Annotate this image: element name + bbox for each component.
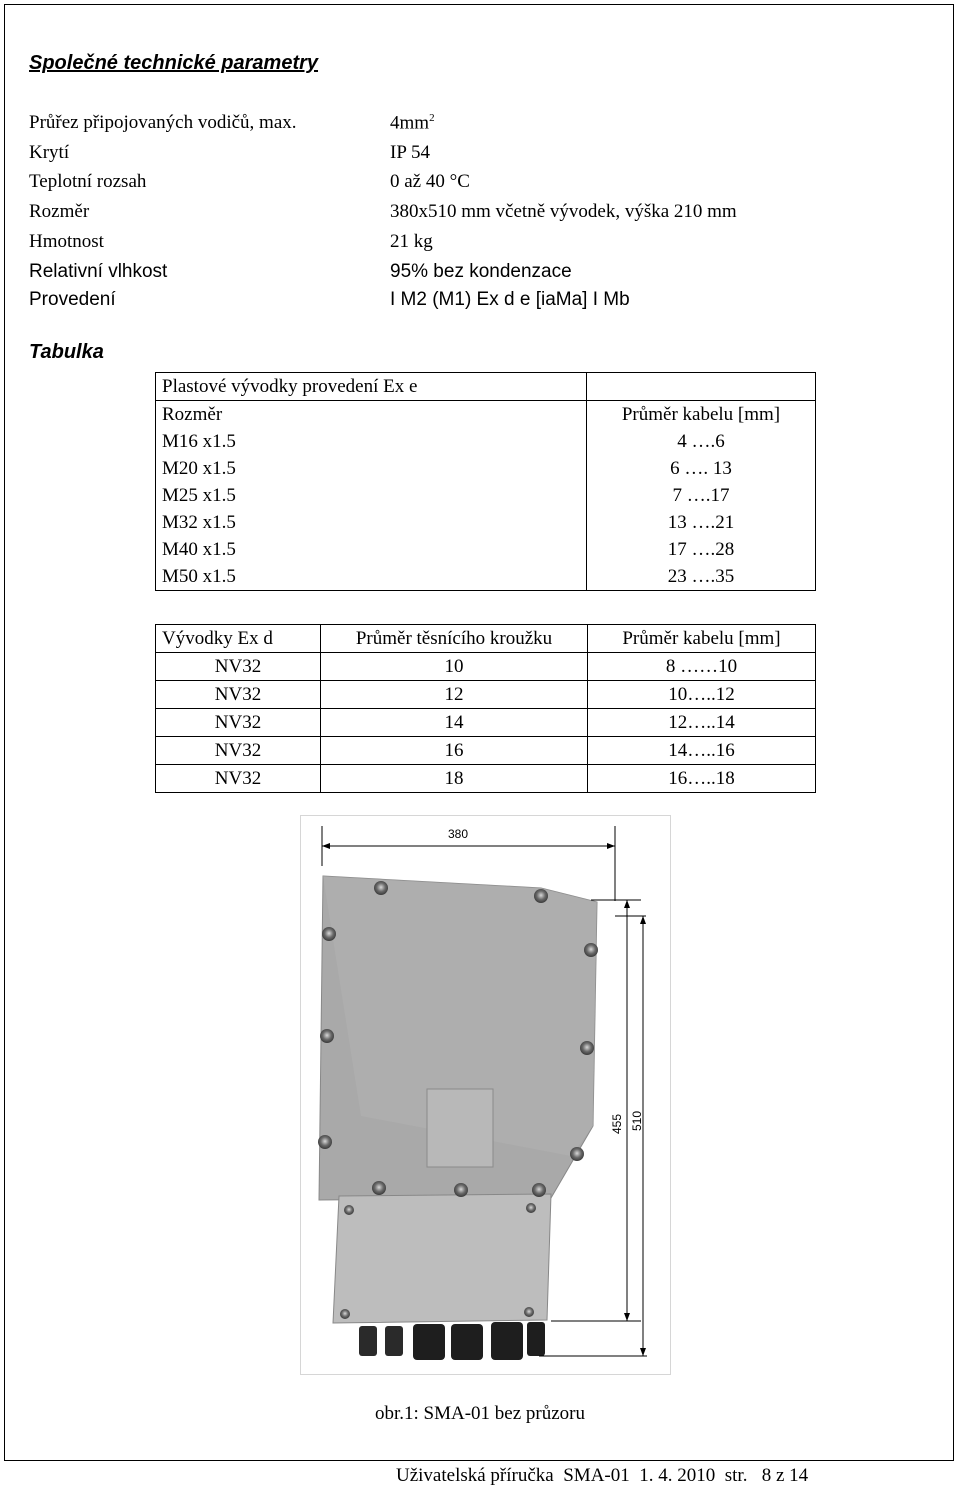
figure-caption: obr.1: SMA-01 bez průzoru: [374, 1403, 586, 1424]
column-header: Průměr těsnícího kroužku: [321, 625, 588, 653]
table-row: [156, 737, 816, 765]
height-dimension-510: 510: [630, 1110, 644, 1132]
inspection-plate: [427, 1089, 493, 1167]
param-value-cross-section: $4mm^2$: [390, 112, 435, 134]
table-row: [156, 509, 816, 536]
page-footer: Uživatelská příručka SMA-01 1. 4. 2010 str. 8 z 14: [396, 1465, 809, 1486]
width-dimension-label: 380: [447, 827, 469, 841]
table-cell: 18: [321, 765, 588, 793]
table-cell: M16 x1.5: [156, 428, 587, 455]
table-cell: 13 ….21: [667, 512, 735, 533]
param-label-design: Provedení: [29, 289, 116, 310]
table-cell: 10…..12: [588, 681, 816, 709]
cable-glands: [359, 1322, 545, 1360]
table-cell: NV32: [156, 653, 321, 681]
table-heading: Tabulka: [29, 341, 104, 363]
param-label-humidity: Relativní vlhkost: [29, 261, 168, 282]
param-value-humidity: 95% bez kondenzace: [390, 261, 572, 282]
param-value-weight: 21 kg: [390, 231, 433, 252]
table-row: [156, 536, 816, 563]
section-heading: Společné technické parametry: [29, 52, 319, 74]
table-row: [156, 428, 816, 455]
table-cell: 14: [321, 709, 588, 737]
table-row: [156, 482, 816, 509]
table-cell: 8 ……10: [588, 653, 816, 681]
plastic-glands-table: [155, 372, 816, 591]
table-cell: [587, 373, 816, 401]
table-cell: 16: [321, 737, 588, 765]
table-row: [156, 681, 816, 709]
table-cell: M40 x1.5: [156, 536, 587, 563]
param-value-design: I M2 (M1) Ex d e [iaMa] I Mb: [390, 289, 630, 310]
table-row: [156, 563, 816, 591]
table-row: [156, 455, 816, 482]
param-value-protection: IP 54: [390, 142, 430, 163]
param-value-temperature: 0 až 40 °C: [390, 171, 470, 192]
table-cell: 6 …. 13: [670, 458, 732, 479]
param-label-protection: Krytí: [29, 142, 70, 163]
column-header: Vývodky Ex d: [156, 625, 321, 653]
table-cell: NV32: [156, 709, 321, 737]
table-cell: M50 x1.5: [156, 563, 587, 591]
terminal-box: [333, 1194, 551, 1323]
column-header: Průměr kabelu [mm]: [588, 625, 816, 653]
table-row: [156, 653, 816, 681]
param-label-dimension: Rozměr: [29, 201, 90, 222]
height-dimension-455: 455: [610, 1113, 624, 1135]
table-cell: NV32: [156, 765, 321, 793]
param-label-cross-section: Průřez připojovaných vodičů, max.: [29, 112, 297, 133]
column-header: Průměr kabelu [mm]: [621, 404, 781, 425]
table-cell: 16…..18: [588, 765, 816, 793]
param-value-dimension: 380x510 mm včetně vývodek, výška 210 mm: [390, 201, 737, 222]
product-figure: [300, 815, 671, 1375]
table-cell: M20 x1.5: [156, 455, 587, 482]
table-cell: M25 x1.5: [156, 482, 587, 509]
table-cell: NV32: [156, 737, 321, 765]
table-cell: 12: [321, 681, 588, 709]
param-label-temperature: Teplotní rozsah: [29, 171, 147, 192]
table-cell: 14…..16: [588, 737, 816, 765]
table-cell: M32 x1.5: [156, 509, 587, 536]
table-cell: 7 ….17: [672, 485, 730, 506]
column-header: Rozměr: [156, 401, 587, 429]
table-row: [156, 709, 816, 737]
table-row: [156, 765, 816, 793]
exd-glands-table: [155, 624, 816, 793]
table-row: [156, 401, 816, 429]
table-cell: 10: [321, 653, 588, 681]
table-cell: NV32: [156, 681, 321, 709]
param-label-weight: Hmotnost: [29, 231, 104, 252]
table-cell: 4 ….6: [677, 431, 725, 452]
table-cell: 17 ….28: [667, 539, 735, 560]
table-cell: 23 ….35: [667, 566, 735, 587]
table-row: [156, 373, 816, 401]
table-header-row: [156, 625, 816, 653]
table-cell: 12…..14: [588, 709, 816, 737]
table-title-cell: Plastové vývodky provedení Ex e: [156, 373, 587, 401]
enclosure-drawing: [301, 816, 670, 1374]
